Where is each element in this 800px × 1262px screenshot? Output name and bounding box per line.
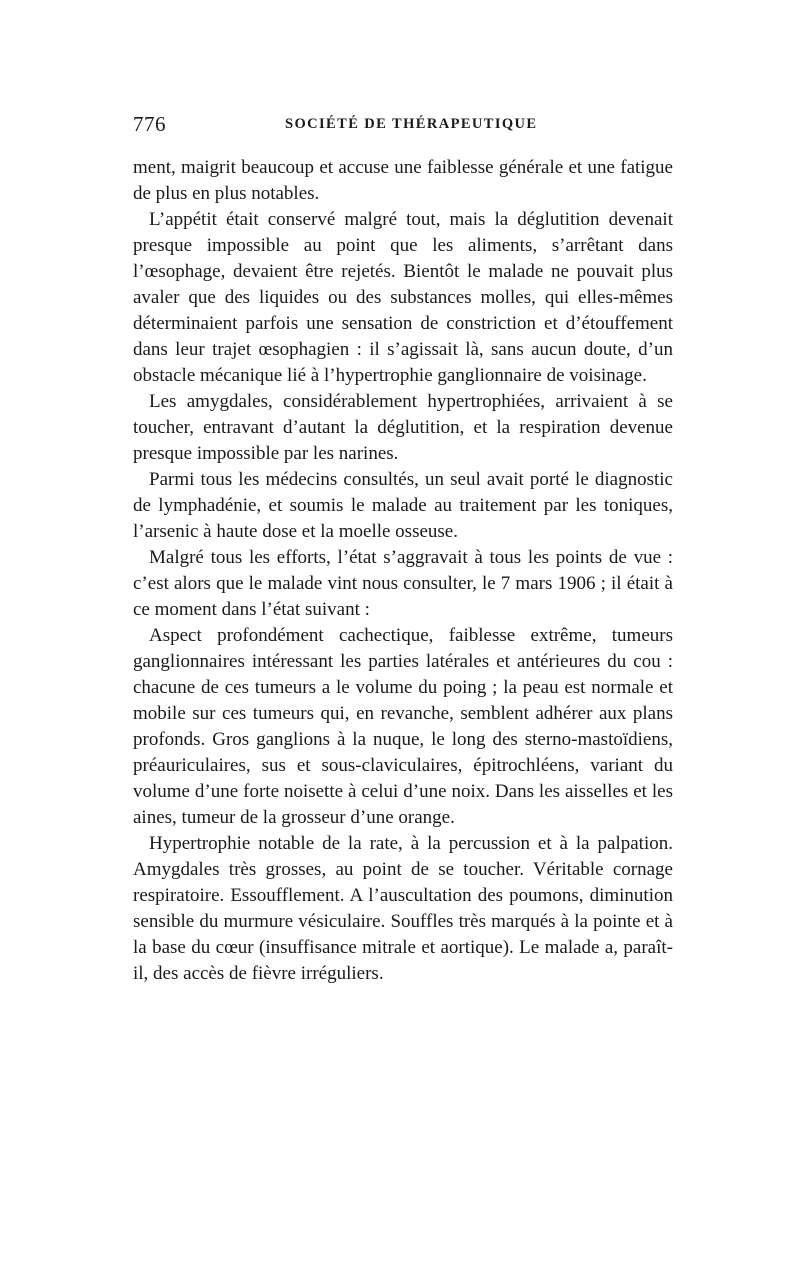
running-head: SOCIÉTÉ DE THÉRAPEUTIQUE [285,116,538,132]
paragraph-appetite: L’appétit était conservé malgré tout, mais la déglutition devenait presque impossible au point que les aliments, s’arrêtant dans l’œsophage, devaient être rejetés. Bientôt le malade ne pouvait plus avaler que des liquides ou des substances molles, qui elles-mêmes déterminaient parfois une sensation de constriction et d’étouffement dans leur trajet œsophagien : il s’agissait là, sans aucun doute, d’un obstacle mécanique lié à l’hypertrophie ganglionnaire de voisinage. [133,209,673,386]
paragraph-tonsils: Les amygdales, considérablement hypertrophiées, arrivaient à se toucher, entravant d’autant la déglutition, et la respiration devenue presque impossible par les narines. [133,391,673,464]
page-header [133,112,673,142]
paragraph-diagnosis: Parmi tous les médecins consultés, un seul avait porté le diagnostic de lymphadénie, et soumis le malade au traitement par les toniques, l’arsenic à haute dose et la moelle osseuse. [133,469,673,542]
paragraph-consultation: Malgré tous les efforts, l’état s’aggravait à tous les points de vue : c’est alors que le malade vint nous consulter, le 7 mars 1906 ; il était à ce moment dans l’état suivant : [133,547,673,620]
body-text [133,155,673,987]
paragraph-spleen: Hypertrophie notable de la rate, à la percussion et à la palpation. Amygdales très grosses, au point de se toucher. Véritable cornage respiratoire. Essoufflement. A l’auscultation des poumons, diminution sensible du murmure vésiculaire. Souffles très marqués à la pointe et à la base du cœur (insuffisance mitrale et aortique). Le malade a, paraît-il, des accès de fièvre irréguliers. [133,833,673,984]
page-number: 776 [133,112,166,136]
paragraph-aspect: Aspect profondément cachectique, faiblesse extrême, tumeurs ganglionnaires intéressant les parties latérales et antérieures du cou : chacune de ces tumeurs a le volume du poing ; la peau est normale et mobile sur ces tumeurs qui, en revanche, semblent adhérer aux plans profonds. Gros ganglions à la nuque, le long des sterno-mastoïdiens, préauriculaires, sus et sous-claviculaires, épitrochléens, variant du volume d’une forte noisette à celui d’une noix. Dans les aisselles et les aines, tumeur de la grosseur d’une orange. [133,625,673,828]
paragraph-continuation: ment, maigrit beaucoup et accuse une faiblesse générale et une fatigue de plus en plus notables. [133,157,673,204]
